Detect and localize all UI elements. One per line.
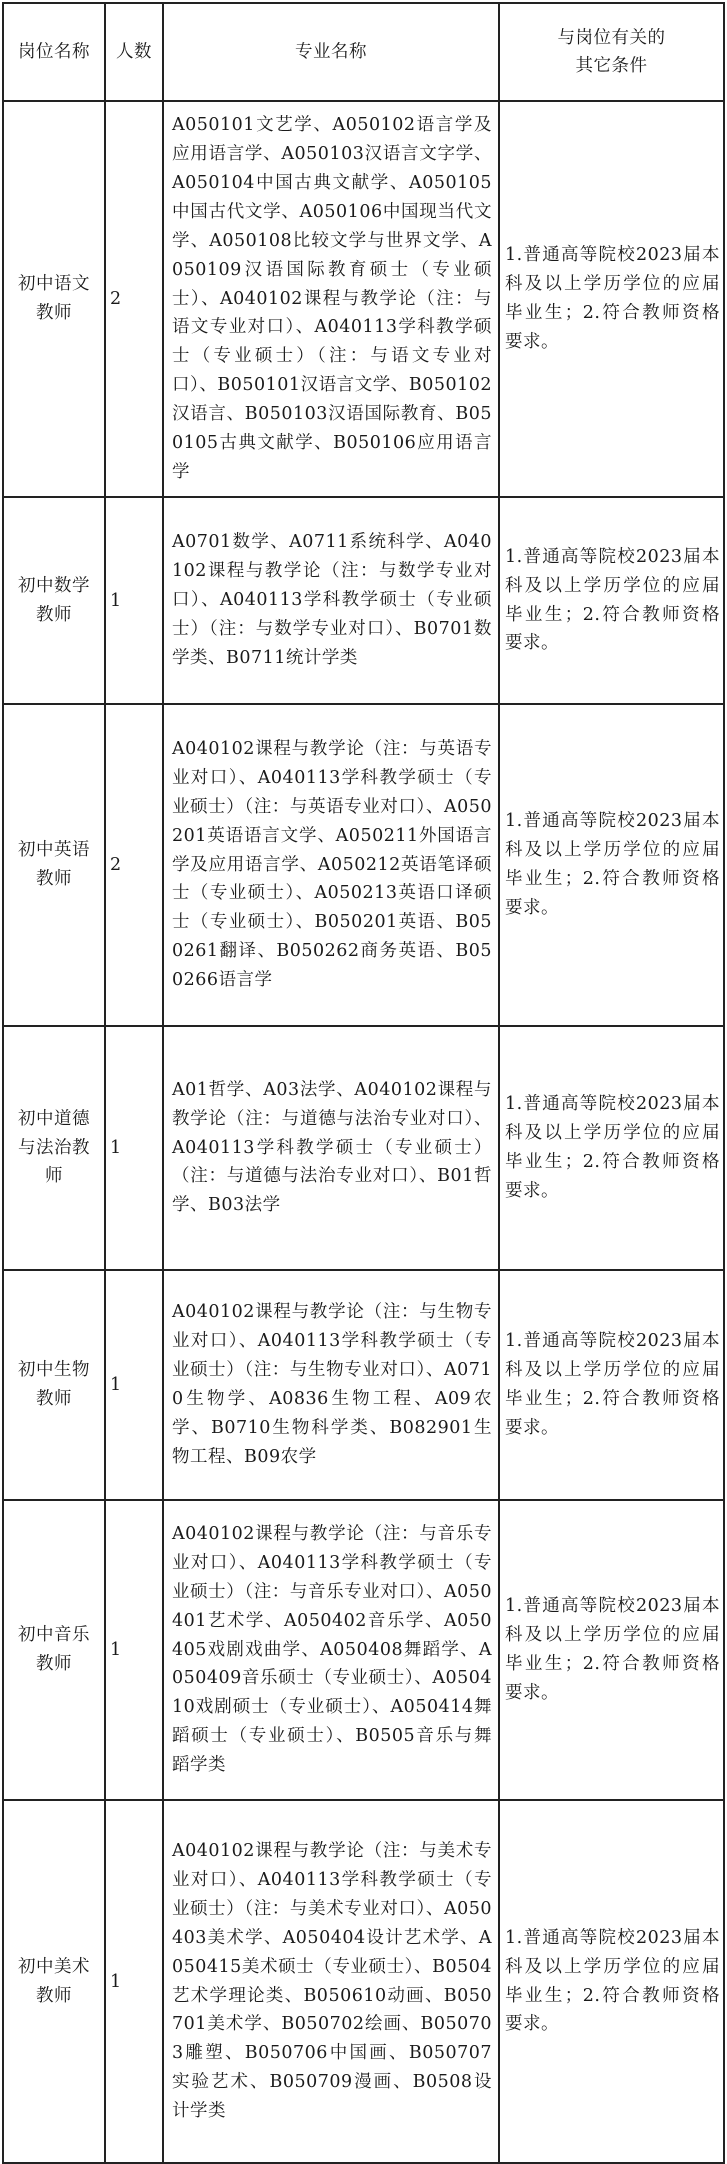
conditions-cell: 1.普通高等院校2023届本科及以上学历学位的应届毕业生；2.符合教师资格要求。 xyxy=(499,704,724,1026)
table-row xyxy=(3,497,724,704)
post-name-cell: 初中美术 教师 xyxy=(3,1800,105,2163)
table-row xyxy=(3,101,724,497)
major-cell: A040102课程与教学论（注：与美术专业对口）、A040113学科教学硕士（专业硕士）（注：与美术专业对口）、A050403美术学、A050404设计艺术学、A050415美术硕士（专业硕士）、B0504艺术学理论类、B050610动画、B050701美术学、B050702绘画、B050703雕塑、B050706中国画、B050707实验艺术、B050709漫画、B0508设计学类 xyxy=(163,1800,499,2163)
conditions-cell: 1.普通高等院校2023届本科及以上学历学位的应届毕业生；2.符合教师资格要求。 xyxy=(499,1270,724,1500)
post-name-cell: 初中数学 教师 xyxy=(3,497,105,704)
count-cell: 2 xyxy=(105,101,163,497)
count-cell: 1 xyxy=(105,1270,163,1500)
table-row xyxy=(3,1800,724,2163)
table-row xyxy=(3,1500,724,1800)
post-name-cell: 初中语文 教师 xyxy=(3,101,105,497)
conditions-cell: 1.普通高等院校2023届本科及以上学历学位的应届毕业生；2.符合教师资格要求。 xyxy=(499,1500,724,1800)
recruitment-table-page xyxy=(2,2,723,2160)
header-major-name: 专业名称 xyxy=(163,3,499,101)
count-cell: 1 xyxy=(105,1800,163,2163)
count-cell: 1 xyxy=(105,1500,163,1800)
table-header-row xyxy=(3,3,724,101)
header-conditions: 与岗位有关的 其它条件 xyxy=(499,3,724,101)
conditions-cell: 1.普通高等院校2023届本科及以上学历学位的应届毕业生；2.符合教师资格要求。 xyxy=(499,497,724,704)
conditions-cell: 1.普通高等院校2023届本科及以上学历学位的应届毕业生；2.符合教师资格要求。 xyxy=(499,101,724,497)
count-cell: 1 xyxy=(105,1026,163,1270)
table-row xyxy=(3,1270,724,1500)
major-cell: A040102课程与教学论（注：与音乐专业对口）、A040113学科教学硕士（专业硕士）（注：与音乐专业对口）、A050401艺术学、A050402音乐学、A050405戏剧戏曲学、A050408舞蹈学、A050409音乐硕士（专业硕士）、A050410戏剧硕士（专业硕士）、A050414舞蹈硕士（专业硕士）、B0505音乐与舞蹈学类 xyxy=(163,1500,499,1800)
post-name-cell: 初中音乐 教师 xyxy=(3,1500,105,1800)
major-cell: A01哲学、A03法学、A040102课程与教学论（注：与道德与法治专业对口）、A040113学科教学硕士（专业硕士）（注：与道德与法治专业对口）、B01哲学、B03法学 xyxy=(163,1026,499,1270)
post-name-cell: 初中道德 与法治教 师 xyxy=(3,1026,105,1270)
major-cell: A0701数学、A0711系统科学、A040102课程与教学论（注：与数学专业对口）、A040113学科教学硕士（专业硕士）（注：与数学专业对口）、B0701数学类、B0711统计学类 xyxy=(163,497,499,704)
major-cell: A040102课程与教学论（注：与生物专业对口）、A040113学科教学硕士（专业硕士）（注：与生物专业对口）、A0710生物学、A0836生物工程、A09农学、B0710生物科学类、B082901生物工程、B09农学 xyxy=(163,1270,499,1500)
conditions-cell: 1.普通高等院校2023届本科及以上学历学位的应届毕业生；2.符合教师资格要求。 xyxy=(499,1026,724,1270)
header-post-name: 岗位名称 xyxy=(3,3,105,101)
count-cell: 2 xyxy=(105,704,163,1026)
major-cell: A050101文艺学、A050102语言学及应用语言学、A050103汉语言文字学、A050104中国古典文献学、A050105中国古代文学、A050106中国现当代文学、A050108比较文学与世界文学、A050109汉语国际教育硕士（专业硕士）、A040102课程与教学论（注：与语文专业对口）、A040113学科教学硕士（专业硕士）（注：与语文专业对口）、B050101汉语言文学、B050102汉语言、B050103汉语国际教育、B050105古典文献学、B050106应用语言学 xyxy=(163,101,499,497)
count-cell: 1 xyxy=(105,497,163,704)
table-row xyxy=(3,1026,724,1270)
conditions-cell: 1.普通高等院校2023届本科及以上学历学位的应届毕业生；2.符合教师资格要求。 xyxy=(499,1800,724,2163)
positions-table xyxy=(2,2,725,2164)
post-name-cell: 初中英语 教师 xyxy=(3,704,105,1026)
major-cell: A040102课程与教学论（注：与英语专业对口）、A040113学科教学硕士（专业硕士）（注：与英语专业对口）、A050201英语语言文学、A050211外国语言学及应用语言学、A050212英语笔译硕士（专业硕士）、A050213英语口译硕士（专业硕士）、B050201英语、B050261翻译、B050262商务英语、B050266语言学 xyxy=(163,704,499,1026)
header-count: 人数 xyxy=(105,3,163,101)
table-row xyxy=(3,704,724,1026)
post-name-cell: 初中生物 教师 xyxy=(3,1270,105,1500)
